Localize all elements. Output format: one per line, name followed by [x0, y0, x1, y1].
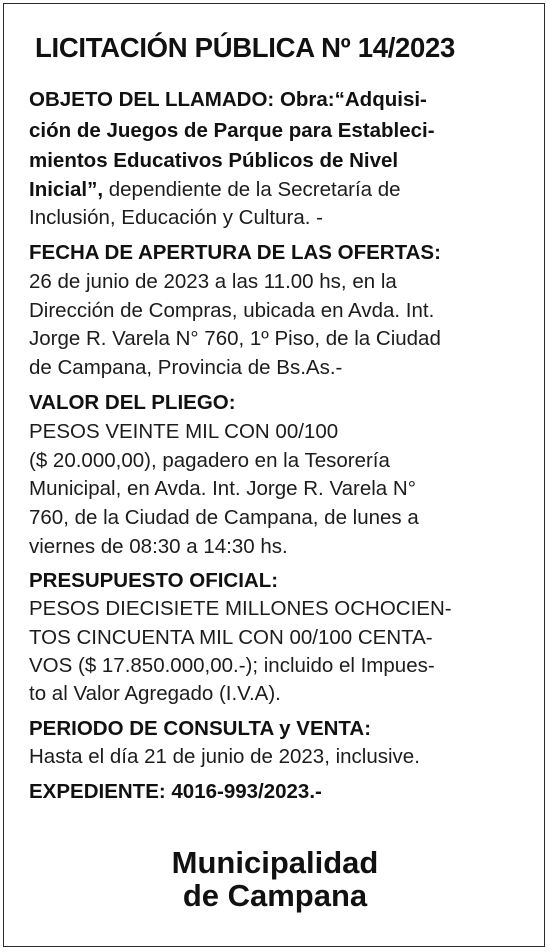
- apertura-line-3: Jorge R. Varela N° 760, 1º Piso, de la Ciudad: [29, 327, 441, 350]
- pliego-line-1: PESOS VEINTE MIL CON 00/100: [29, 420, 339, 443]
- objeto-line-3: mientos Educativos Públicos de Nivel: [29, 149, 399, 172]
- pliego-line-2: ($ 20.000,00), pagadero en la Tesorería: [29, 449, 390, 472]
- presupuesto-line-3: VOS ($ 17.850.000,00.-); incluido el Impues-: [29, 654, 435, 677]
- pliego-line-5: viernes de 08:30 a 14:30 hs.: [29, 535, 288, 558]
- consulta-line-1: Hasta el día 21 de junio de 2023, inclusive.: [29, 745, 420, 768]
- apertura-line-2: Dirección de Compras, ubicada en Avda. Int.: [29, 299, 435, 322]
- expediente: EXPEDIENTE: 4016-993/2023.-: [29, 780, 322, 803]
- presupuesto-line-4: to al Valor Agregado (I.V.A).: [29, 682, 281, 705]
- presupuesto-line-2: TOS CINCUENTA MIL CON 00/100 CENTA-: [29, 626, 433, 649]
- apertura-line-1: 26 de junio de 2023 a las 11.00 hs, en la: [29, 270, 397, 293]
- objeto-line-5: Inclusión, Educación y Cultura. -: [29, 206, 323, 229]
- presupuesto-line-1: PESOS DIECISIETE MILLONES OCHOCIEN-: [29, 597, 452, 620]
- apertura-label: FECHA DE APERTURA DE LAS OFERTAS:: [29, 241, 441, 264]
- objeto-line-1: [29, 87, 529, 113]
- notice-title: LICITACIÓN PÚBLICA Nº 14/2023: [35, 32, 456, 63]
- pliego-line-3: Municipal, en Avda. Int. Jorge R. Varela N°: [29, 477, 416, 500]
- objeto-line-4-rest: dependiente de la Secretaría de: [103, 178, 401, 201]
- footer-line-1: Municipalidad: [171, 845, 379, 880]
- objeto-line-4-bold: Inicial”,: [29, 178, 104, 201]
- presupuesto-label: PRESUPUESTO OFICIAL:: [29, 569, 279, 592]
- objeto-line-4: [29, 177, 529, 203]
- pliego-line-4: 760, de la Ciudad de Campana, de lunes a: [29, 506, 419, 529]
- notice-frame: [3, 3, 545, 947]
- objeto-text-1: Obra:“Adquisi-: [279, 88, 427, 111]
- pliego-label: VALOR DEL PLIEGO:: [29, 391, 236, 414]
- objeto-line-2: ción de Juegos de Parque para Estableci-: [29, 119, 435, 142]
- objeto-label: OBJETO DEL LLAMADO:: [29, 88, 275, 111]
- footer-line-2: de Campana: [182, 878, 368, 913]
- consulta-label: PERIODO DE CONSULTA y VENTA:: [29, 717, 372, 740]
- apertura-line-4: de Campana, Provincia de Bs.As.-: [29, 356, 343, 379]
